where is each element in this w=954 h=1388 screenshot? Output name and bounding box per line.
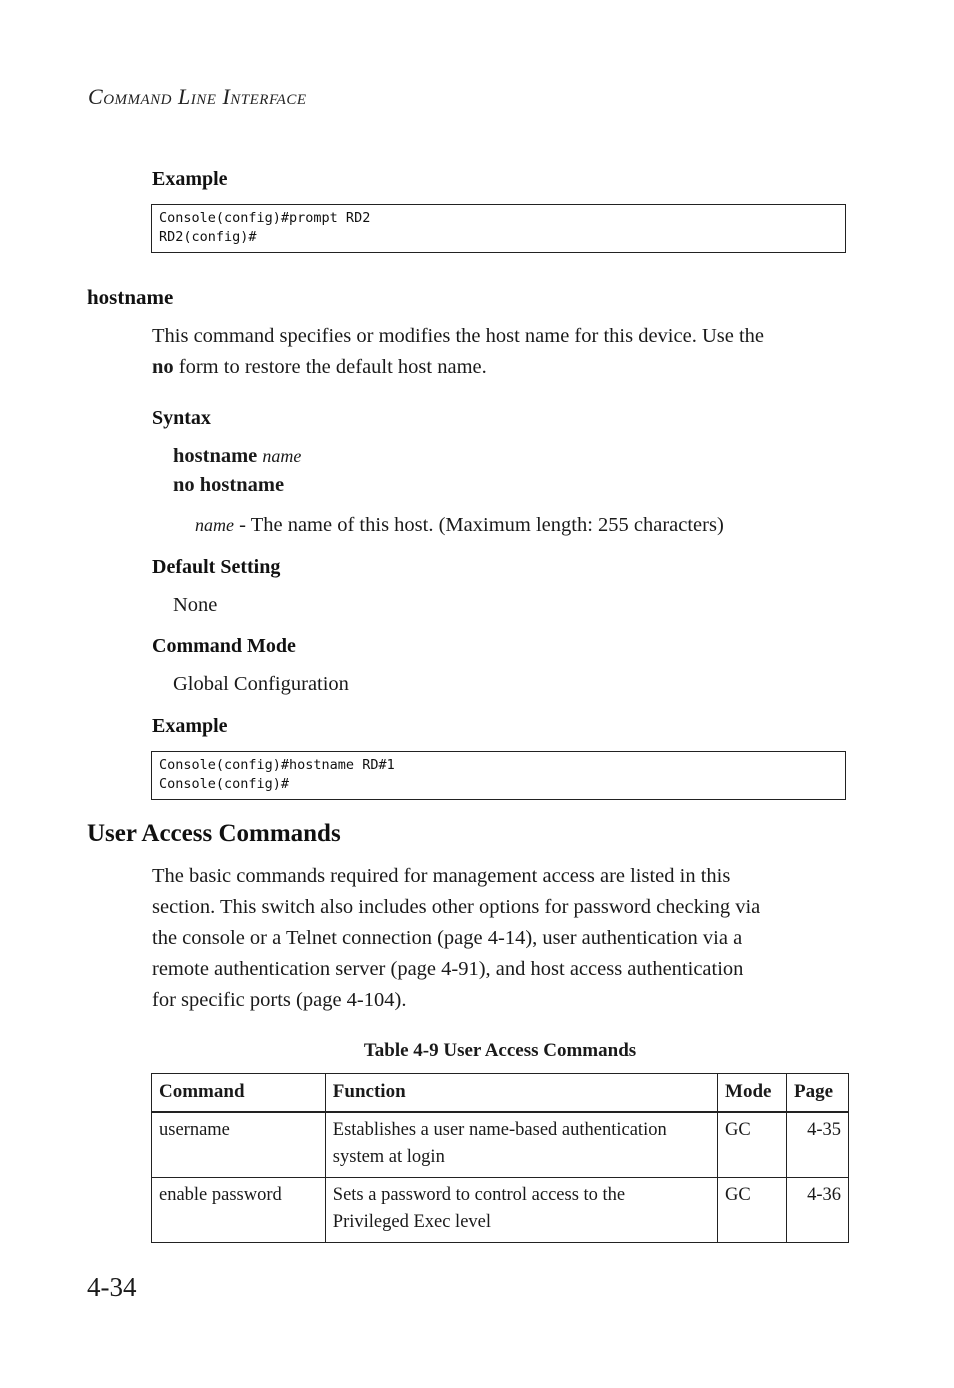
- cell-function: Sets a password to control access to the Privileged Exec level: [325, 1178, 717, 1243]
- column-header-command: Command: [152, 1074, 326, 1113]
- table-row: [152, 1178, 849, 1243]
- hostname-heading: hostname: [87, 285, 174, 309]
- command-mode-value: Global Configuration: [173, 673, 349, 695]
- code-line: RD2(config)#: [159, 229, 257, 245]
- code-line: Console(config)#: [159, 776, 290, 792]
- page-number: 4-34: [87, 1272, 137, 1302]
- cell-page: 4-35: [787, 1112, 849, 1178]
- default-setting-heading: Default Setting: [152, 556, 281, 578]
- column-header-mode: Mode: [718, 1074, 787, 1113]
- user-access-paragraph: The basic commands required for management access are listed in this section. This switch also includes other options for password checking via the console or a Telnet connection (page 4-14), user authentication via a remote authentication server (page 4-91), and host access authentication for specific ports (page 4-104).: [152, 865, 761, 1011]
- cell-function: Establishes a user name-based authentication system at login: [325, 1112, 717, 1178]
- syntax-heading: Syntax: [152, 407, 211, 429]
- cell-page: 4-36: [787, 1178, 849, 1243]
- table-caption: Table 4-9 User Access Commands: [363, 1040, 637, 1061]
- parameter-description: name - The name of this host. (Maximum length: 255 characters): [195, 514, 724, 536]
- syntax-line-1: hostname name: [173, 445, 302, 467]
- code-line: Console(config)#prompt RD2: [159, 210, 371, 226]
- column-header-page: Page: [787, 1074, 849, 1113]
- table-row: [152, 1112, 849, 1178]
- running-header: COMMAND LINE INTERFACE: [88, 84, 307, 109]
- user-access-table: [151, 1073, 849, 1243]
- cell-command: username: [152, 1112, 326, 1178]
- user-access-heading: User Access Commands: [87, 820, 341, 847]
- column-header-function: Function: [325, 1074, 717, 1113]
- cell-mode: GC: [718, 1112, 787, 1178]
- hostname-description: This command specifies or modifies the host name for this device. Use the no form to restore the default host name.: [152, 325, 764, 378]
- table-header-row: [152, 1074, 849, 1113]
- example-heading-2: Example: [152, 715, 228, 737]
- cell-mode: GC: [718, 1178, 787, 1243]
- code-example-hostname: [151, 751, 846, 800]
- cell-command: enable password: [152, 1178, 326, 1243]
- syntax-line-2: no hostname: [173, 474, 285, 496]
- code-line: Console(config)#hostname RD#1: [159, 757, 395, 773]
- default-setting-value: None: [173, 594, 218, 616]
- example-heading-1: Example: [152, 168, 228, 190]
- command-mode-heading: Command Mode: [152, 635, 296, 657]
- code-example-prompt: [151, 204, 846, 253]
